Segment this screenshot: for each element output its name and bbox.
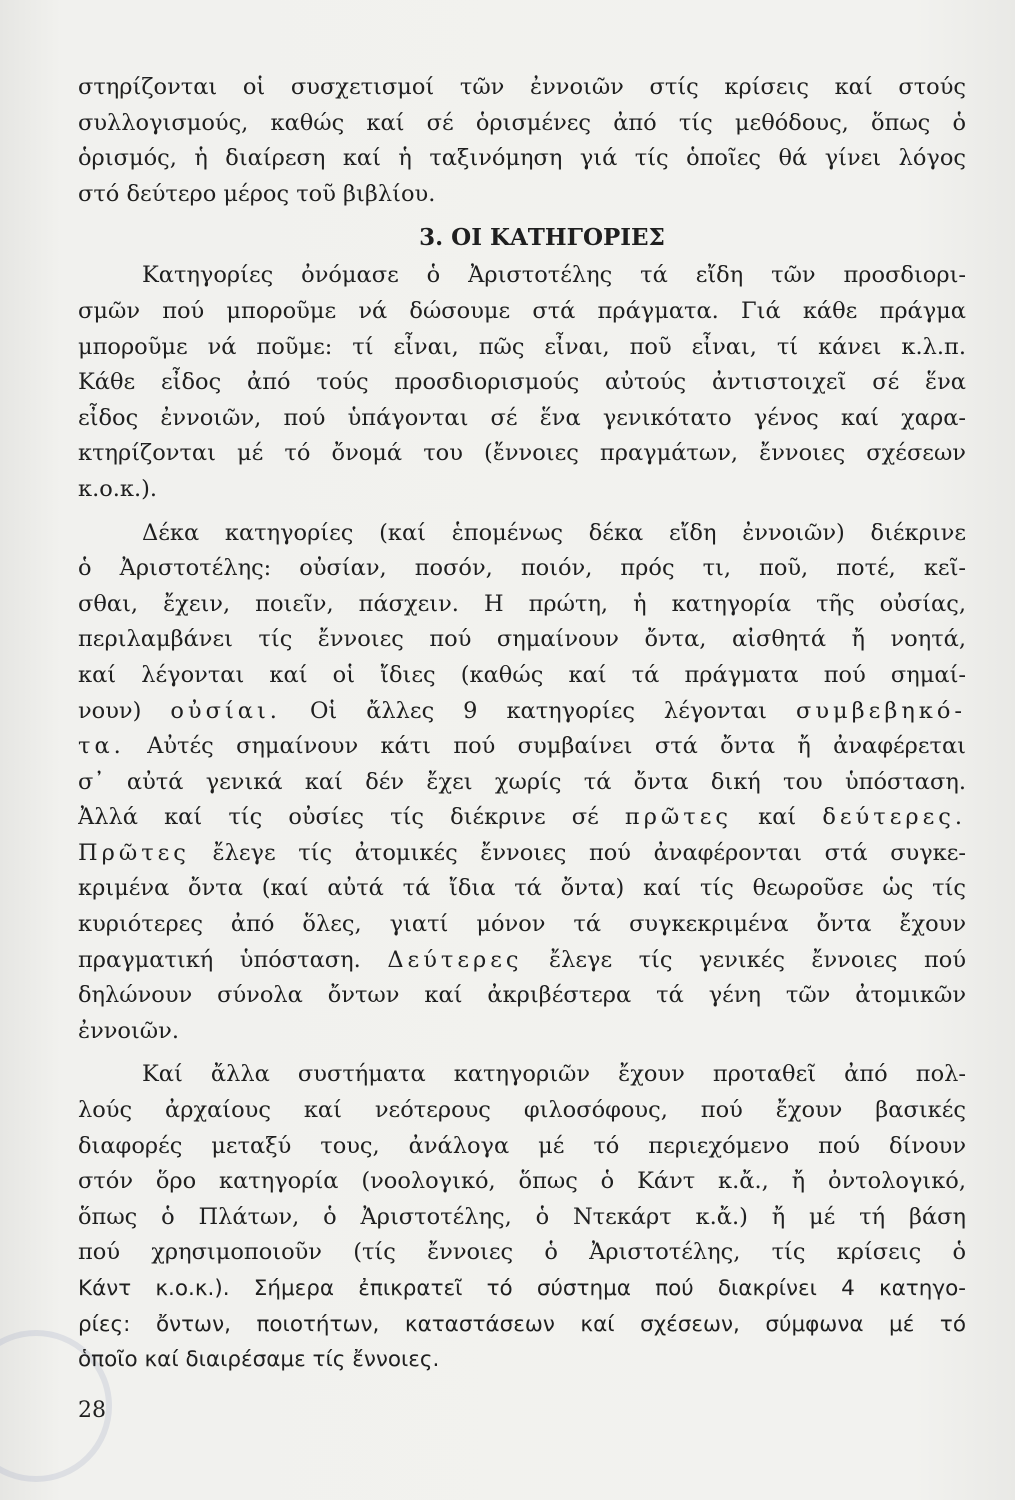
text-fragment: νουν) bbox=[78, 697, 142, 724]
text-line: σμῶν πού μποροῦμε νά δώσουμε στά πράγματα. Γιά κάθε πράγμα bbox=[78, 297, 966, 324]
text-line: Δέκα κατηγορίες (καί ἑπομένως δέκα εἴδη ἐννοιῶν) διέκρινε bbox=[142, 519, 966, 546]
paragraph-gap bbox=[78, 508, 966, 516]
text-fragment: ἔλεγε τίς ἀτομικές ἔννοιες πού ἀναφέρονται στά συγκε- bbox=[212, 839, 966, 866]
text-fragment: ἔλεγε τίς γενικές ἔννοιες πού bbox=[549, 946, 966, 973]
text-line: στό δεύτερο μέρος τοῦ βιβλίου. bbox=[78, 180, 436, 207]
text-line: κ.ο.κ.). bbox=[78, 475, 158, 502]
text-line: στηρίζονται οἱ συσχετισμοί τῶν ἐννοιῶν στίς κρίσεις καί στούς bbox=[78, 74, 966, 100]
text-line: περιλαμβάνει τίς ἔννοιες πού σημαίνουν ὄντα, αἰσθητά ἤ νοητά, bbox=[78, 626, 966, 653]
text-fragment: Αὐτές σημαίνουν κάτι πού συμβαίνει στά ὄντα ἤ ἀναφέρεται bbox=[147, 733, 966, 760]
text-line: καί λέγονται καί οἱ ἴδιες (καθώς καί τά πράγματα πού σημαί- bbox=[78, 661, 966, 688]
text-line: Κάθε εἶδος ἀπό τούς προσδιορισμούς αὐτούς ἀντιστοιχεῖ σέ ἕνα bbox=[78, 369, 966, 396]
emphasis-term: δεύτερες. bbox=[822, 804, 966, 831]
page-body-text bbox=[78, 70, 966, 1378]
text-fragment: πραγματική ὑπόσταση. bbox=[78, 946, 361, 973]
section-heading: 3. ΟΙ ΚΑΤΗΓΟΡΙΕΣ bbox=[419, 224, 665, 252]
text-line: κυριότερες ἀπό ὅλες, γιατί μόνον τά συγκεκριμένα ὄντα ἔχουν bbox=[78, 911, 966, 938]
emphasis-term: οὐσίαι. bbox=[170, 697, 281, 724]
text-line: λούς ἀρχαίους καί νεότερους φιλοσόφους, πού ἔχουν βασικές bbox=[78, 1097, 966, 1124]
text-line: διαφορές μεταξύ τους, ἀνάλογα μέ τό περιεχόμενο πού δίνουν bbox=[78, 1132, 966, 1159]
text-line bbox=[78, 729, 966, 765]
text-line: Κατηγορίες ὀνόμασε ὁ Ἀριστοτέλης τά εἴδη τῶν προσδιορι- bbox=[142, 262, 966, 289]
text-line: ὅπως ὁ Πλάτων, ὁ Ἀριστοτέλης, ὁ Ντεκάρτ κ.ἄ.) ἤ μέ τή βάση bbox=[78, 1203, 966, 1230]
emphasis-term: συμβεβηκό- bbox=[796, 697, 966, 724]
paragraph-gap bbox=[78, 1049, 966, 1057]
text-fragment: καί bbox=[758, 804, 797, 831]
emphasis-term: Πρῶτες bbox=[78, 839, 190, 866]
text-line bbox=[78, 800, 966, 836]
text-line: εἶδος ἐννοιῶν, πού ὑπάγονται σέ ἕνα γενικότατο γένος καί χαρα- bbox=[78, 404, 966, 431]
text-line: Καί ἄλλα συστήματα κατηγοριῶν ἔχουν προταθεῖ ἀπό πολ- bbox=[142, 1061, 966, 1088]
text-line: κτηρίζονται μέ τό ὄνομά του (ἔννοιες πραγμάτων, ἔννοιες σχέσεων bbox=[78, 440, 966, 467]
text-line: ἐννοιῶν. bbox=[78, 1017, 179, 1044]
text-fragment: Ἀλλά καί τίς οὐσίες τίς διέκρινε σέ bbox=[78, 804, 599, 831]
text-line: ὁρισμός, ἡ διαίρεση καί ἡ ταξινόμηση γιά τίς ὁποῖες θά γίνει λόγος bbox=[78, 145, 966, 172]
text-line: στόν ὅρο κατηγορία (νοολογικό, ὅπως ὁ Κάντ κ.ἄ., ἤ ὀντολογικό, bbox=[78, 1168, 966, 1195]
text-line: συλλογισμούς, καθώς καί σέ ὁρισμένες ἀπό τίς μεθόδους, ὅπως ὁ bbox=[78, 109, 966, 136]
text-line: δηλώνουν σύνολα ὄντων καί ἀκριβέστερα τά γένη τῶν ἀτομικῶν bbox=[78, 982, 966, 1009]
page-number: 28 bbox=[78, 1398, 106, 1423]
text-line: ὁ Ἀριστοτέλης: οὐσίαν, ποσόν, ποιόν, πρός τι, ποῦ, ποτέ, κεῖ- bbox=[78, 555, 966, 582]
text-line: μποροῦμε νά ποῦμε: τί εἶναι, πῶς εἶναι, ποῦ εἶναι, τί κάνει κ.λ.π. bbox=[78, 333, 966, 360]
emphasis-term: τα. bbox=[78, 733, 125, 760]
text-line bbox=[78, 836, 966, 872]
text-fragment: Οἱ ἄλλες 9 κατηγορίες λέγονται bbox=[309, 697, 767, 724]
text-line bbox=[78, 943, 966, 979]
text-line: ὁποῖο καί διαιρέσαμε τίς ἔννοιες. bbox=[78, 1347, 440, 1373]
text-line: Κάντ κ.ο.κ.). Σήμερα ἐπικρατεῖ τό σύστημα πού διακρίνει 4 κατηγο- bbox=[78, 1276, 966, 1301]
text-line bbox=[78, 694, 966, 730]
emphasis-term: Δεύτερες bbox=[387, 946, 523, 973]
text-line: σ᾿ αὐτά γενικά καί δέν ἔχει χωρίς τά ὄντα δική του ὑπόσταση. bbox=[78, 768, 966, 795]
text-line: κριμένα ὄντα (καί αὐτά τά ἴδια τά ὄντα) καί τίς θεωροῦσε ὡς τίς bbox=[78, 875, 966, 902]
emphasis-term: πρῶτες bbox=[624, 804, 732, 831]
text-line: πού χρησιμοποιοῦν (τίς ἔννοιες ὁ Ἀριστοτέλης, τίς κρίσεις ὁ bbox=[78, 1239, 966, 1266]
text-line: σθαι, ἔχειν, ποιεῖν, πάσχειν. Η πρώτη, ἡ κατηγορία τῆς οὐσίας, bbox=[78, 590, 966, 617]
text-line: ρίες: ὄντων, ποιοτήτων, καταστάσεων καί σχέσεων, σύμφωνα μέ τό bbox=[78, 1311, 966, 1337]
